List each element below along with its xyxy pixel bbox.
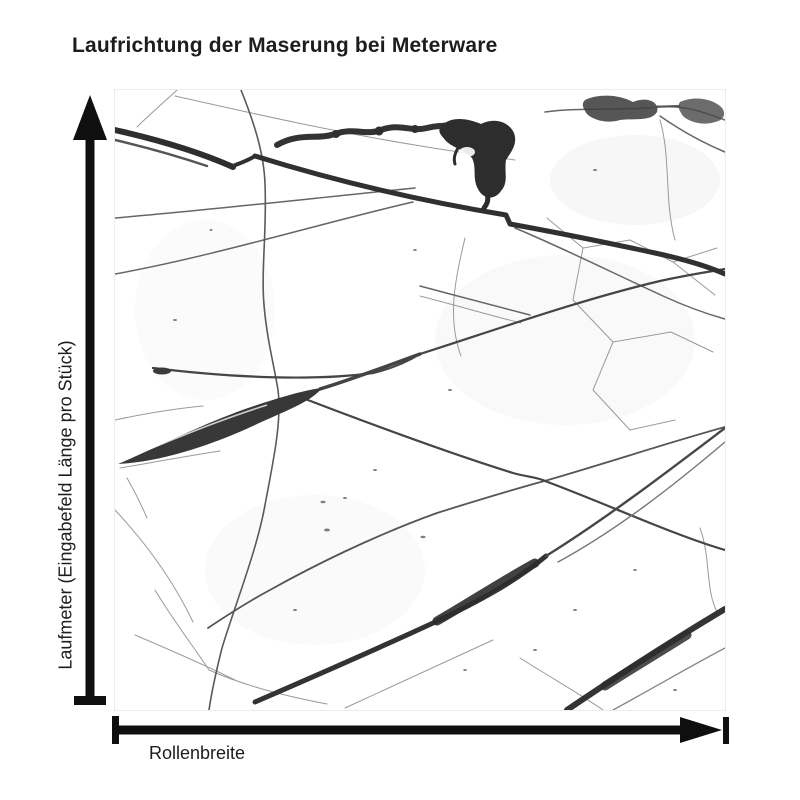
length-axis-label: Laufmeter (Eingabefeld Länge pro Stück) — [55, 340, 76, 670]
marble-texture-image — [115, 90, 725, 710]
width-axis-label: Rollenbreite — [148, 743, 246, 763]
diagram-title: Laufrichtung der Maserung bei Meterware — [72, 34, 498, 57]
marble-veins-graphic — [115, 90, 725, 710]
